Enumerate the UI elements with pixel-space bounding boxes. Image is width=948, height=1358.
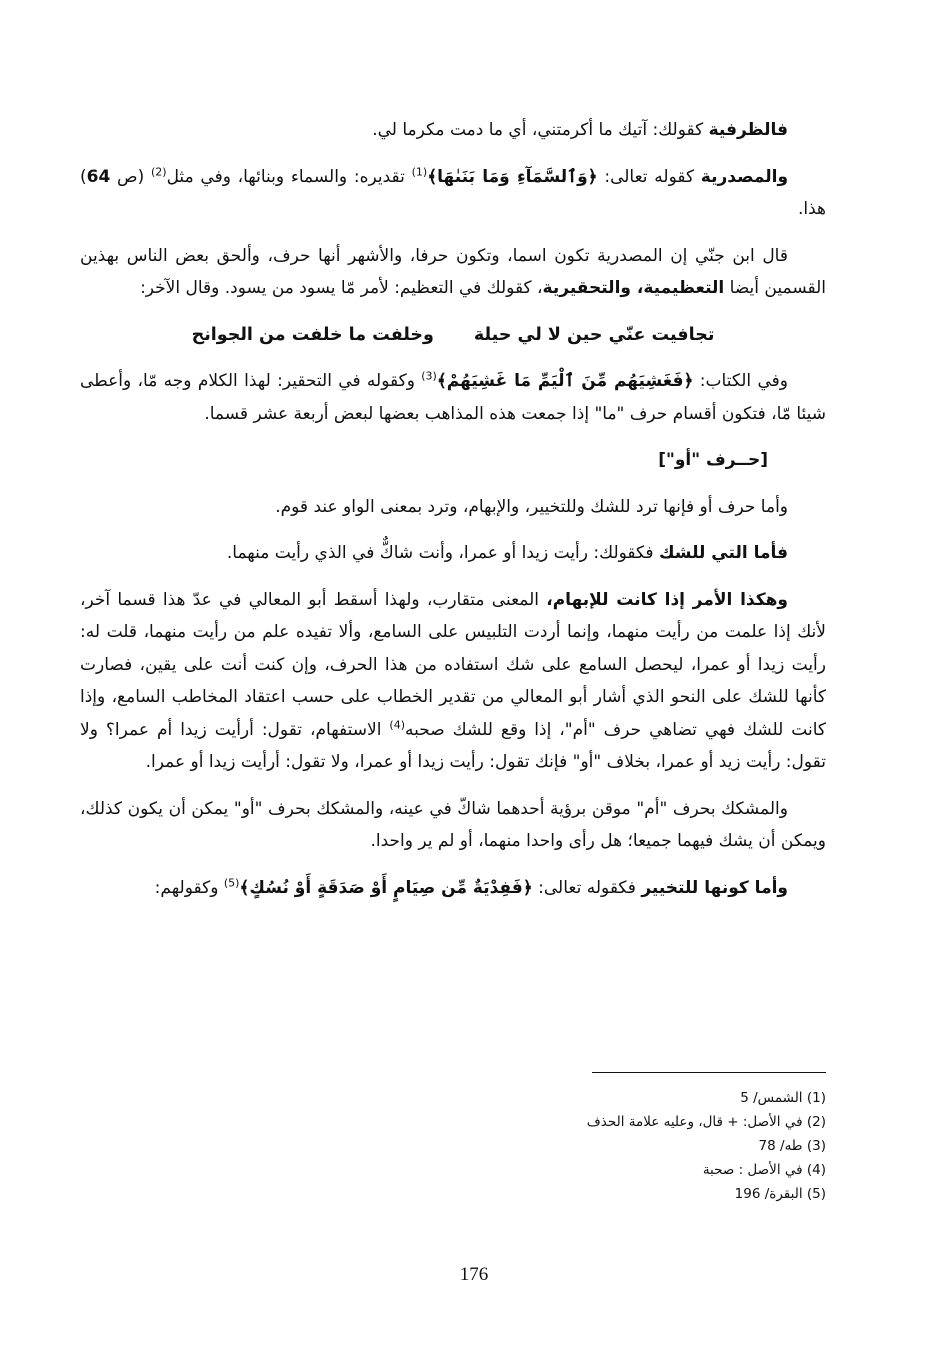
paragraph-text: الاستفهام، تقول: أرأيت زيدا أم عمرا؟ ولا تقول: رأيت زيد أو عمرا، بخلاف "أو" فإنك تقول: رأيت زيدا أو عمرا، ولا تقول: أرأيت زيدا أو عمرا. — [80, 719, 826, 772]
page-number: 176 — [459, 1264, 489, 1285]
term-lead: والمصدرية — [700, 166, 789, 187]
paragraph-7 — [80, 584, 826, 779]
bold-terms: التعظيمية، والتحقيرية — [542, 278, 725, 298]
footnotes — [406, 1086, 826, 1206]
paragraph-text: ، كقولك في التعظيم: لأمر مّا يسود من يسود. وقال الآخر: — [140, 278, 543, 298]
footnote: (3) طه/ 78 — [758, 1138, 826, 1154]
footnote-ref: (5) — [223, 875, 240, 889]
paragraph-text: وأما حرف أو فإنها ترد للشك وللتخيير، والإبهام، وترد بمعنى الواو عند قوم. — [275, 496, 788, 517]
page-ref-number: 64 — [86, 166, 111, 187]
paragraph-2 — [80, 161, 826, 226]
paragraph-text: (ص — [110, 166, 151, 187]
verse-first-hemistich: تجافيت عنّي حين لا لي حيلة — [473, 324, 715, 345]
footnote-ref: (1) — [411, 164, 428, 178]
paragraph-text: وكقوله في التحقير: لهذا الكلام وجه مّا، وأعطى شيئا مّا، فتكون أقسام حرف "ما" إذا جمعت هذه المذاهب بعضها لبعض أربعة عشر قسما. — [80, 371, 826, 424]
verse-second-hemistich: وخلفت ما خلفت من الجوانح — [191, 324, 434, 345]
paragraph-1 — [80, 114, 826, 147]
paragraph-6 — [80, 537, 826, 570]
paragraph-text: كقوله تعالى: — [597, 166, 701, 187]
footnote: (2) في الأصل: + قال، وعليه علامة الحذف — [586, 1114, 826, 1130]
quran-quote: ﴿فَفِدْيَةٌ مِّن صِيَامٍ أَوْ صَدَقَةٍ أَوْ نُسُكٍ﴾ — [239, 877, 533, 898]
term-lead: وهكذا الأمر إذا كانت للإبهام، — [546, 589, 788, 610]
poetry-verse — [80, 319, 826, 352]
paragraph-text: وفي الكتاب: — [693, 371, 788, 391]
paragraph-text: فكقولك: رأيت زيدا أو عمرا، وأنت شاكٌّ في الذي رأيت منهما. — [226, 543, 659, 563]
paragraph-text: فكقوله تعالى: — [532, 877, 642, 898]
paragraph-8 — [80, 793, 826, 858]
main-text — [80, 114, 826, 918]
paragraph-text: وكقولهم: — [154, 877, 224, 898]
footnote: (4) في الأصل : صحبة — [702, 1162, 826, 1178]
footnote-ref: (2) — [150, 164, 167, 178]
paragraph-text: قال ابن جنّي إن المصدرية تكون اسما، وتكون حرفا، والأشهر أنها حرف، وألحق بعض الناس بهذين القسمين أيضا — [80, 245, 826, 298]
paragraph-text: والمشكك بحرف "أم" موقن برؤية أحدهما شاكّ في عينه، والمشكك بحرف "أو" يمكن أن يكون كذلك، ويمكن أن يشك فيهما جميعا؛ هل رأى واحدا منهما، أو لم ير واحدا. — [80, 798, 826, 851]
term-lead: فالظرفية — [708, 120, 788, 140]
term-lead: فأما التي للشك — [658, 543, 788, 563]
paragraph-5 — [80, 491, 826, 524]
footnote-divider — [592, 1072, 826, 1073]
footnote-ref: (4) — [389, 717, 405, 731]
paragraph-text: كقولك: آتيك ما أكرمتني، أي ما دمت مكرما لي. — [372, 120, 709, 140]
quran-quote: ﴿وَٱلسَّمَآءِ وَمَا بَنَىٰهَا﴾ — [427, 166, 598, 187]
paragraph-3 — [80, 240, 826, 305]
paragraph-text: المعنى متقارب، ولهذا أسقط أبو المعالي في عدّ هذا قسما آخر، لأنك إذا علمت من رأيت منهما، وإنما أردت التلبيس على السامع، وألا تفيده علم من رأيت منهما، قلت له: رأيت زيدا أو عمرا، ليحصل السامع على شك استفاده من هذا الحرف، وإن كنت أنت على يقين، فصارت كأنها للشك على النحو الذي أشار أبو المعالي من تقدير الخطاب على حسب اعتقاد المخاطب السامع، وإذا كانت للشك فهي تضاهي حرف "أم"، إذا وقع للشك صحبه — [80, 589, 826, 740]
section-heading: [حــرف "أو"] — [658, 450, 768, 470]
quran-quote: ﴿فَغَشِيَهُم مِّنَ ٱلْيَمِّ مَا غَشِيَهُمْ﴾ — [436, 371, 694, 391]
paragraph-4 — [80, 365, 826, 430]
paragraph-9 — [80, 872, 826, 905]
footnote: (1) الشمس/ 5 — [740, 1090, 826, 1106]
footnote: (5) البقرة/ 196 — [734, 1186, 826, 1202]
term-lead: وأما كونها للتخيير — [641, 877, 788, 898]
paragraph-text: تقديره: والسماء وبنائها، وفي مثل — [166, 166, 412, 187]
footnote-ref: (3) — [421, 369, 437, 383]
paragraph-text: ) هذا. — [80, 166, 826, 219]
